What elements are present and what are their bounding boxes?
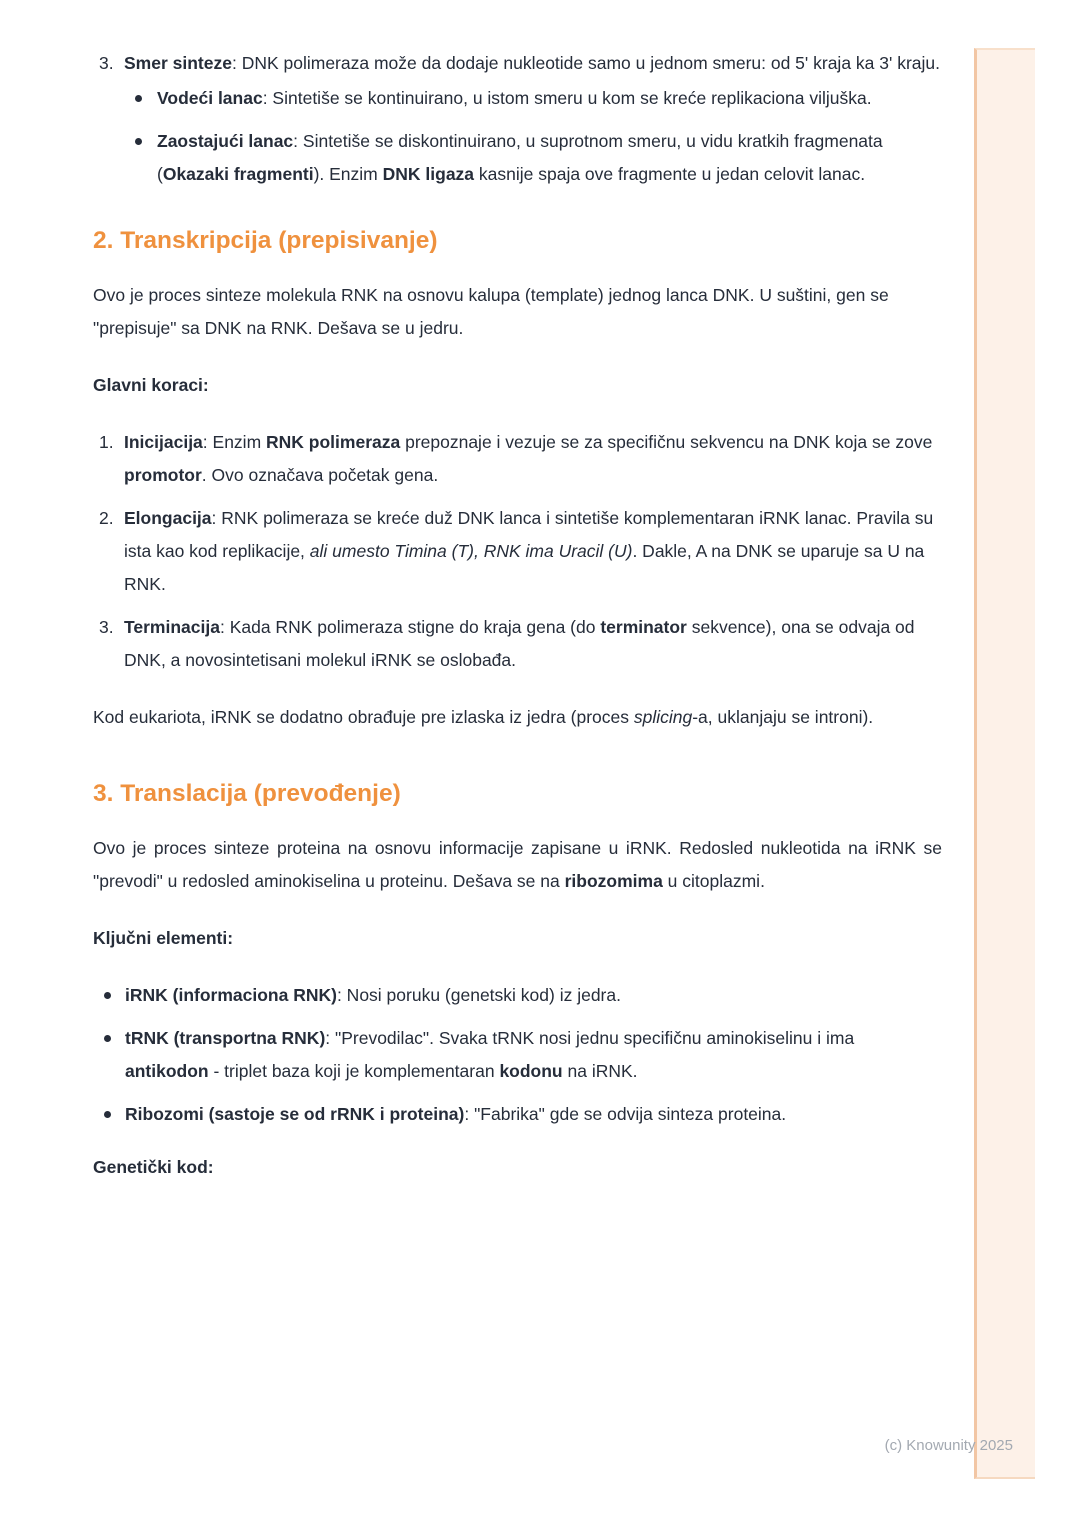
bold-term: Okazaki fragmenti [162,164,314,184]
body-text: : Kada RNK polimeraza stigne do kraja gena (do [219,617,601,637]
body-text: : "Fabrika" gde se odvija sinteza proteina. [464,1104,787,1124]
body-text: ). Enzim [313,164,383,184]
section-heading-transkripcija: 2. Transkripcija (prepisivanje) [93,227,438,254]
bullet-body [125,1022,942,1088]
bullet-item-vodeci-lanac [124,82,942,115]
body-text: na iRNK. [562,1061,638,1081]
list-item-smer-sinteze [93,47,942,191]
bullet-icon [99,1098,125,1118]
bold-term: Elongacija [124,508,212,528]
bold-term: iRNK (informaciona RNK) [125,985,337,1005]
nested-bullet-list [124,82,942,191]
bullet-item-irnk [93,979,942,1012]
bold-term: Ribozomi (sastoje se od rRNK i proteina) [125,1104,465,1124]
list-number: 3. [99,53,114,73]
bold-term: Vodeći lanac [157,88,263,108]
list-item-body [124,611,942,677]
list-item-terminacija [93,611,942,677]
eukaryote-note-paragraph [93,701,942,734]
section-heading-translacija: 3. Translacija (prevođenje) [93,780,401,807]
subhead-kljucni-elementi: Ključni elementi: [93,928,234,948]
list-number: 2. [99,508,114,528]
bold-term: antikodon [125,1061,209,1081]
transcription-intro-paragraph: Ovo je proces sinteze molekula RNK na osnovu kalupa (template) jednog lanca DNK. U suštini, gen se "prepisuje" sa DNK na RNK. Dešava se u jedru. [93,285,889,338]
body-text: - triplet baza koji je komplementaran [208,1061,500,1081]
transcription-steps-list [93,426,942,677]
bold-term: Terminacija [124,617,220,637]
bold-term: tRNK (transportna RNK) [125,1028,326,1048]
body-text: -a, uklanjaju se introni). [692,707,874,727]
bullet-icon [99,979,125,999]
body-text: u citoplazmi. [662,871,765,891]
translation-elements-list [93,979,942,1131]
list-item-body [124,426,942,492]
body-text: kasnije spaja ove fragmente u jedan celovit lanac. [474,164,866,184]
bold-term: ribozomima [564,871,663,891]
body-text: sekvence), ona se odvaja od DNK, a novosintetisani molekul iRNK se oslobađa. [124,617,915,670]
italic-phrase: splicing [633,707,693,727]
body-text: : "Prevodilac". Svaka tRNK nosi jednu specifičnu aminokiselinu i ima [325,1028,855,1048]
body-text: Kod eukariota, iRNK se dodatno obrađuje pre izlaska iz jedra (proces [93,707,634,727]
bold-term: kodonu [499,1061,563,1081]
list-item-body [124,47,942,191]
decorative-side-stripe [974,48,1035,1479]
body-text: prepoznaje i vezuje se za specifičnu sekvencu na DNK koja se zove [400,432,933,452]
body-text: . Dakle, A na DNK se uparuje sa U na RNK. [124,541,925,594]
bold-term: RNK polimeraza [266,432,401,452]
body-text: : RNK polimeraza se kreće duž DNK lanca i sintetiše komplementaran iRNK lanac. Pravila su ista kao kod replikacije, [124,508,934,561]
body-text: : DNK polimeraza može da dodaje nukleotide samo u jednom smeru: od 5' kraja ka 3' kraju. [231,53,940,73]
bullet-item-trnk [93,1022,942,1088]
bold-term: DNK ligaza [382,164,475,184]
list-number: 3. [99,617,114,637]
bullet-item-zaostajuci-lanac [124,125,942,191]
bullet-body [157,82,942,115]
bullet-icon [135,125,157,145]
body-text: : Sintetiše se kontinuirano, u istom smeru u kom se kreće replikaciona viljuška. [262,88,872,108]
bold-term: terminator [600,617,687,637]
list-item-elongacija [93,502,942,601]
italic-phrase: ali umesto Timina (T), RNK ima Uracil (U) [309,541,633,561]
bullet-body [125,1098,942,1131]
bullet-body [125,979,942,1012]
list-number: 1. [99,432,114,452]
bold-term: Zaostajući lanac [157,131,294,151]
bullet-body [157,125,942,191]
body-text: Ovo je proces sinteze proteina na osnovu informacije zapisane u iRNK. Redosled nukleotida na iRNK se "prevodi" u redosled aminokiselina u proteinu. Dešava se na [93,838,942,891]
body-text: : Enzim [202,432,267,452]
bold-term: Inicijacija [124,432,203,452]
body-text: . Ovo označava početak gena. [201,465,439,485]
bullet-icon [99,1022,125,1042]
bullet-icon [135,82,157,102]
body-text: : Nosi poruku (genetski kod) iz jedra. [336,985,621,1005]
bullet-item-ribozomi [93,1098,942,1131]
subhead-glavni-koraci: Glavni koraci: [93,375,209,395]
copyright-watermark: (c) Knowunity 2025 [884,1437,1013,1454]
bold-term: Smer sinteze [124,53,232,73]
body-text: : Sintetiše se diskontinuirano, u suprotnom smeru, u vidu kratkih fragmenata ( [157,131,883,184]
subhead-geneticki-kod: Genetički kod: [93,1157,214,1177]
translation-intro-paragraph [93,832,942,898]
replication-list [93,47,942,191]
list-item-inicijacija [93,426,942,492]
bold-term: promotor [124,465,202,485]
list-item-body [124,502,942,601]
document-content [93,47,942,1184]
